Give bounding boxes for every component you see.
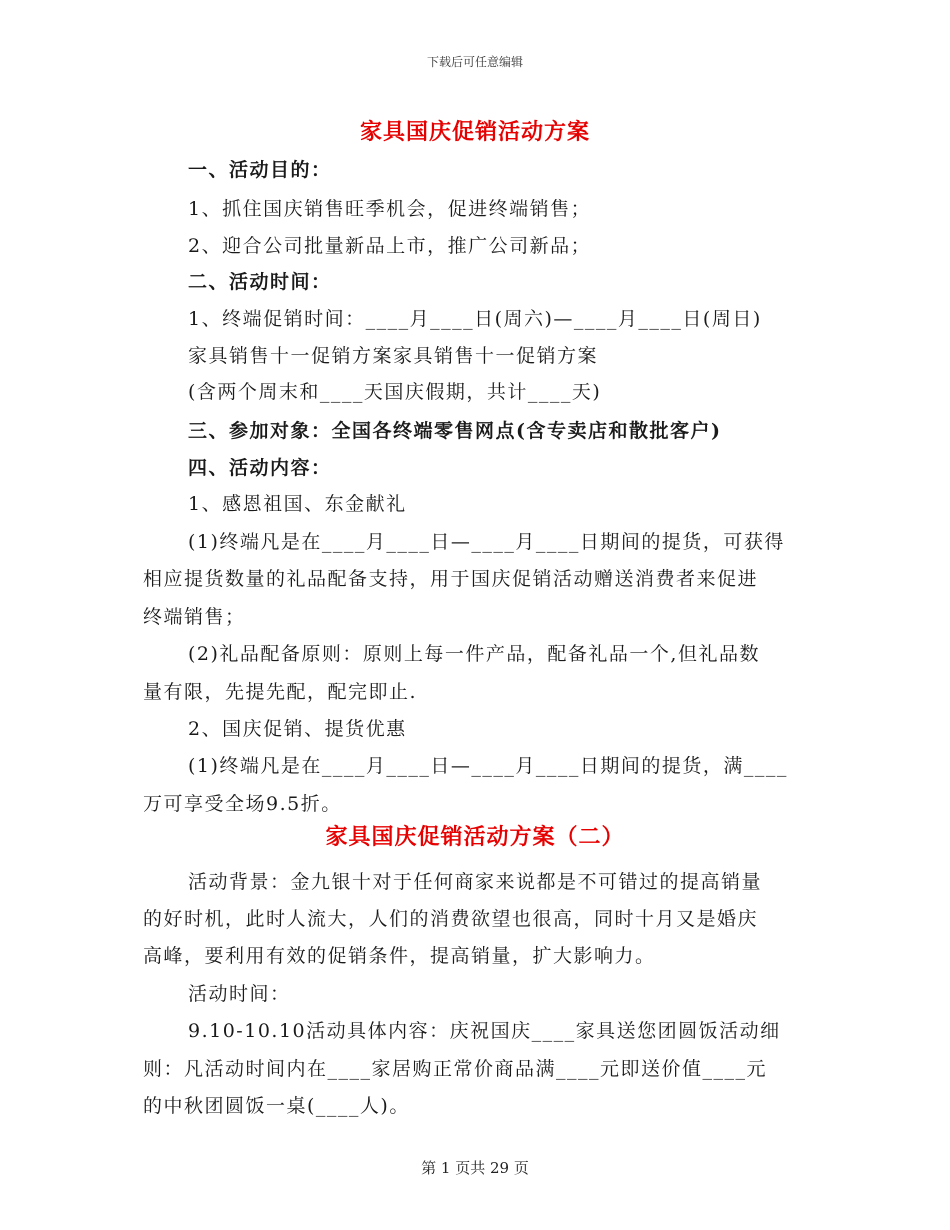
page-header: 下载后可任意编辑: [426, 55, 523, 69]
paragraph-line: (1)终端凡是在____月____日—____月____日期间的提货，满____: [188, 755, 788, 777]
paragraph-line: 活动时间：: [188, 983, 291, 1005]
section-heading: 四、活动内容：: [188, 457, 332, 479]
section-heading: 二、活动时间：: [188, 271, 332, 293]
section-title: 家具国庆促销活动方案（二）: [325, 824, 625, 850]
paragraph-line: 1、感恩祖国、东金献礼: [188, 493, 407, 515]
section-heading: 三、参加对象：全国各终端零售网点(含专卖店和散批客户): [188, 420, 722, 442]
paragraph-line: 家具销售十一促销方案家具销售十一促销方案: [188, 345, 599, 367]
paragraph-line: 的中秋团圆饭一桌(____人)。: [143, 1095, 410, 1117]
paragraph-line: 的好时机，此时人流大，人们的消费欲望也很高，同时十月又是婚庆: [143, 908, 759, 930]
page-footer: 第 1 页共 29 页: [421, 1159, 529, 1177]
paragraph-line: (含两个周末和____天国庆假期，共计____天): [188, 381, 602, 403]
paragraph-line: 1、终端促销时间：____月____日(周六)—____月____日(周日): [188, 308, 762, 330]
paragraph-line: 高峰，要利用有效的促销条件，提高销量，扩大影响力。: [143, 945, 656, 967]
paragraph-line: (2)礼品配备原则：原则上每一件产品，配备礼品一个,但礼品数: [188, 643, 760, 665]
paragraph-line: 量有限，先提先配，配完即止.: [143, 681, 418, 703]
paragraph-line: 终端销售；: [143, 606, 246, 628]
paragraph-line: 9.10-10.10活动具体内容：庆祝国庆____家具送您团圆饭活动细: [188, 1020, 781, 1042]
paragraph-line: 2、迎合公司批量新品上市，推广公司新品；: [188, 235, 592, 257]
paragraph-line: 相应提货数量的礼品配备支持，用于国庆促销活动赠送消费者来促进: [143, 568, 759, 590]
paragraph-line: 万可享受全场9.5折。: [143, 793, 342, 815]
section-heading: 一、活动目的：: [188, 159, 332, 181]
paragraph-line: 1、抓住国庆销售旺季机会，促进终端销售；: [188, 198, 592, 220]
document-title: 家具国庆促销活动方案: [359, 119, 590, 145]
paragraph-line: 2、国庆促销、提货优惠: [188, 718, 407, 740]
paragraph-line: 则：凡活动时间内在____家居购正常价商品满____元即送价值____元: [143, 1058, 768, 1080]
paragraph-line: (1)终端凡是在____月____日—____月____日期间的提货，可获得: [188, 531, 785, 553]
paragraph-line: 活动背景：金九银十对于任何商家来说都是不可错过的提高销量: [188, 871, 763, 893]
